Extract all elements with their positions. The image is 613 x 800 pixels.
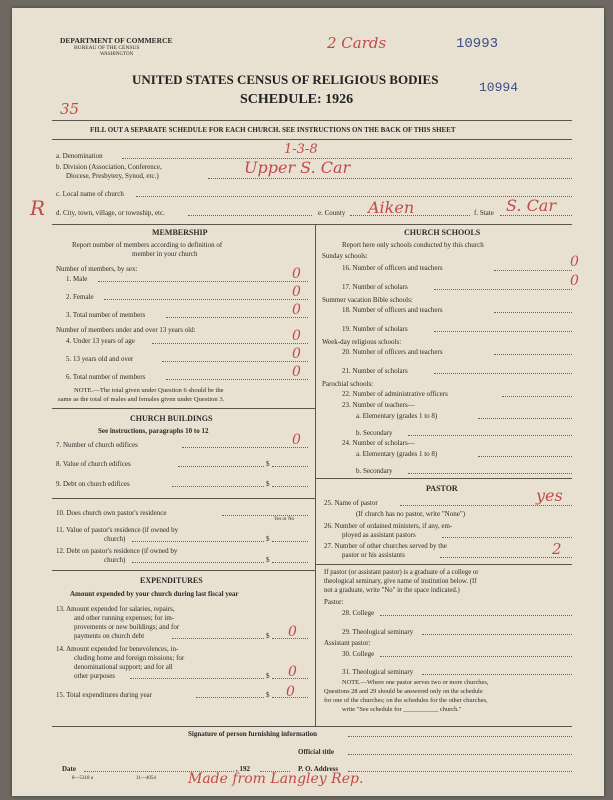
county-value: Aiken xyxy=(368,198,415,217)
q11-label-2: church) xyxy=(104,535,126,543)
q18-label: 18. Number of officers and teachers xyxy=(342,306,443,314)
local-name-label: c. Local name of church xyxy=(56,190,124,198)
q6-label: 6. Total number of members xyxy=(66,373,146,381)
signature-label: Signature of person furnishing information xyxy=(188,730,317,738)
assistant-subheading: Assistant pastor: xyxy=(324,639,371,647)
buildings-title: CHURCH BUILDINGS xyxy=(130,414,213,423)
state-value: S. Car xyxy=(506,196,556,215)
sunday-heading: Sunday schools: xyxy=(322,252,368,260)
q24a-label: a. Elementary (grades 1 to 8) xyxy=(356,450,438,458)
q15-value: 0 xyxy=(286,684,295,700)
q25-value: yes xyxy=(536,486,563,505)
q14-label-4: other purposes xyxy=(74,672,116,680)
year-label: , 192 xyxy=(236,765,250,773)
form-subtitle: SCHEDULE: 1926 xyxy=(240,92,354,107)
made-from-annotation: Made from Langley Rep. xyxy=(188,771,364,787)
education-intro-3: not a graduate, write "No" in the space indicated.) xyxy=(324,587,460,594)
q27-value: 2 xyxy=(552,540,562,558)
q8-dollar: $ xyxy=(266,460,270,468)
weekday-heading: Week-day religious schools: xyxy=(322,338,402,346)
q23-label: 23. Number of teachers— xyxy=(342,401,415,409)
bureau-label: BUREAU OF THE CENSUS xyxy=(74,45,140,51)
q13-value: 0 xyxy=(288,624,297,640)
code-annotation: 1-3-8 xyxy=(284,142,318,157)
education-note-4: write "See schedule for ___________ church." xyxy=(342,706,462,713)
division-label: b. Division (Association, Conference, xyxy=(56,163,162,171)
education-intro-1: If pastor (or assistant pastor) is a graduate of a college or xyxy=(324,569,479,576)
q13-dollar: $ xyxy=(266,632,270,640)
census-schedule-sheet xyxy=(12,8,604,796)
q25-sublabel: (If church has no pastor, write "None") xyxy=(356,510,466,518)
q17-label: 17. Number of scholars xyxy=(342,283,408,291)
q11-dollar: $ xyxy=(266,535,270,543)
q14-dollar: $ xyxy=(266,672,270,680)
q1-label: 1. Male xyxy=(66,275,88,283)
q15-dollar: $ xyxy=(266,691,270,699)
number-35-annotation: 35 xyxy=(60,100,80,118)
q13-label-3: provements or new buildings; and for xyxy=(74,623,180,631)
q17-value: 0 xyxy=(570,273,579,289)
r-mark-annotation: R xyxy=(30,196,46,220)
q12-label-1: 12. Debt on pastor's residence (if owned by xyxy=(56,547,178,555)
q1-value: 0 xyxy=(292,266,301,282)
q13-label-4: payments on church debt xyxy=(74,632,145,640)
date-label: Date xyxy=(62,765,76,773)
schools-title: CHURCH SCHOOLS xyxy=(404,228,481,237)
state-label: f. State xyxy=(474,209,494,217)
q13-label-2: and other running expenses; for im- xyxy=(74,614,175,622)
by-sex-heading: Number of members, by sex: xyxy=(56,265,138,273)
q14-label-2: cluding home and foreign missions; for xyxy=(74,654,185,662)
q14-value: 0 xyxy=(288,664,297,680)
po-address-label: P. O. Address xyxy=(298,765,339,773)
form-number: 8—5318 a xyxy=(72,776,93,781)
department-label: DEPARTMENT OF COMMERCE xyxy=(60,36,173,45)
q16-label: 16. Number of officers and teachers xyxy=(342,264,443,272)
division-label-2: Diocese, Presbytery, Synod, etc.) xyxy=(66,172,159,180)
q7-label: 7. Number of church edifices xyxy=(56,441,138,449)
expenditures-subtitle: Amount expended by your church during last fiscal year xyxy=(70,590,239,598)
membership-intro-2: member in your church xyxy=(132,250,198,258)
parochial-heading: Parochial schools: xyxy=(322,380,374,388)
official-title-label: Official title xyxy=(298,748,334,756)
q12-dollar: $ xyxy=(266,556,270,564)
q28-label: 28. College xyxy=(342,609,375,617)
pastor-subheading: Pastor: xyxy=(324,598,344,606)
instruction-line: FILL OUT A SEPARATE SCHEDULE FOR EACH CHURCH. SEE INSTRUCTIONS ON THE BACK OF THIS SHEET xyxy=(90,126,456,134)
q9-dollar: $ xyxy=(266,480,270,488)
q27-label-1: 27. Number of other churches served by the xyxy=(324,542,447,550)
stamp-number-2: 10994 xyxy=(479,80,519,95)
q2-value: 0 xyxy=(292,284,301,300)
q2-label: 2. Female xyxy=(66,293,94,301)
q8-label: 8. Value of church edifices xyxy=(56,460,131,468)
cards-annotation: 2 Cards xyxy=(327,34,387,52)
q7-value: 0 xyxy=(292,432,301,448)
membership-note-2: same as the total of males and females given under Question 3. xyxy=(58,396,225,403)
q21-label: 21. Number of scholars xyxy=(342,367,408,375)
by-age-heading: Number of members under and over 13 years old: xyxy=(56,326,196,334)
q3-label: 3. Total number of members xyxy=(66,311,146,319)
q23b-label: b. Secondary xyxy=(356,429,393,437)
education-note-2: Questions 28 and 29 should be answered only on the schedule xyxy=(324,688,483,695)
q30-label: 30. College xyxy=(342,650,375,658)
q3-value: 0 xyxy=(292,302,301,318)
q20-label: 20. Number of officers and teachers xyxy=(342,348,443,356)
q26-label-2: ployed as assistant pastors xyxy=(342,531,416,539)
education-intro-2: theological seminary, give name of institution below. (If xyxy=(324,578,477,585)
q5-value: 0 xyxy=(292,346,301,362)
membership-intro-1: Report number of members according to definition of xyxy=(72,241,223,249)
q19-label: 19. Number of scholars xyxy=(342,325,408,333)
membership-title: MEMBERSHIP xyxy=(152,228,208,237)
q12-label-2: church) xyxy=(104,556,126,564)
q23a-label: a. Elementary (grades 1 to 8) xyxy=(356,412,438,420)
q9-label: 9. Debt on church edifices xyxy=(56,480,130,488)
summer-heading: Summer vacation Bible schools: xyxy=(322,296,413,304)
q24-label: 24. Number of scholars— xyxy=(342,439,415,447)
county-label: e. County xyxy=(318,209,346,217)
form-number-2: 11—4054 xyxy=(136,776,156,781)
q10-hint: Yes or No xyxy=(274,517,295,522)
q25-label: 25. Name of pastor xyxy=(324,499,378,507)
pastor-title: PASTOR xyxy=(426,484,458,493)
membership-note-1: NOTE.—The total given under Question 6 should be the xyxy=(74,387,224,394)
q14-label-3: denominational support; and for all xyxy=(74,663,173,671)
education-note-3: for one of the churches; on the schedules for the other churches, xyxy=(324,697,488,704)
q13-label-1: 13. Amount expended for salaries, repairs, xyxy=(56,605,175,613)
q10-label: 10. Does church own pastor's residence xyxy=(56,509,167,517)
schools-subtitle: Report here only schools conducted by this church xyxy=(342,241,484,249)
q24b-label: b. Secondary xyxy=(356,467,393,475)
division-value: Upper S. Car xyxy=(244,158,351,177)
q4-label: 4. Under 13 years of age xyxy=(66,337,135,345)
city-town-label: d. City, town, village, or township, etc. xyxy=(56,209,165,217)
q15-label: 15. Total expenditures during year xyxy=(56,691,152,699)
buildings-subtitle: See instructions, paragraphs 10 to 12 xyxy=(98,427,209,435)
education-note-1: NOTE.—Where one pastor serves two or more churches, xyxy=(342,679,489,686)
q26-label-1: 26. Number of ordained ministers, if any, em- xyxy=(324,522,453,530)
q31-label: 31. Theological seminary xyxy=(342,668,414,676)
q22-label: 22. Number of administrative officers xyxy=(342,390,448,398)
form-title: UNITED STATES CENSUS OF RELIGIOUS BODIES xyxy=(132,72,439,87)
q27-label-2: pastor or his assistants xyxy=(342,551,405,559)
q14-label-1: 14. Amount expended for benevolences, in- xyxy=(56,645,179,653)
q5-label: 5. 13 years old and over xyxy=(66,355,134,363)
expenditures-title: EXPENDITURES xyxy=(140,576,203,585)
stamp-number-1: 10993 xyxy=(456,36,499,52)
city-label: WASHINGTON xyxy=(100,52,134,57)
q4-value: 0 xyxy=(292,328,301,344)
q29-label: 29. Theological seminary xyxy=(342,628,414,636)
q11-label-1: 11. Value of pastor's residence (if owned by xyxy=(56,526,179,534)
q6-value: 0 xyxy=(292,364,301,380)
denomination-label: a. Denomination xyxy=(56,152,103,160)
q16-value: 0 xyxy=(570,254,579,270)
